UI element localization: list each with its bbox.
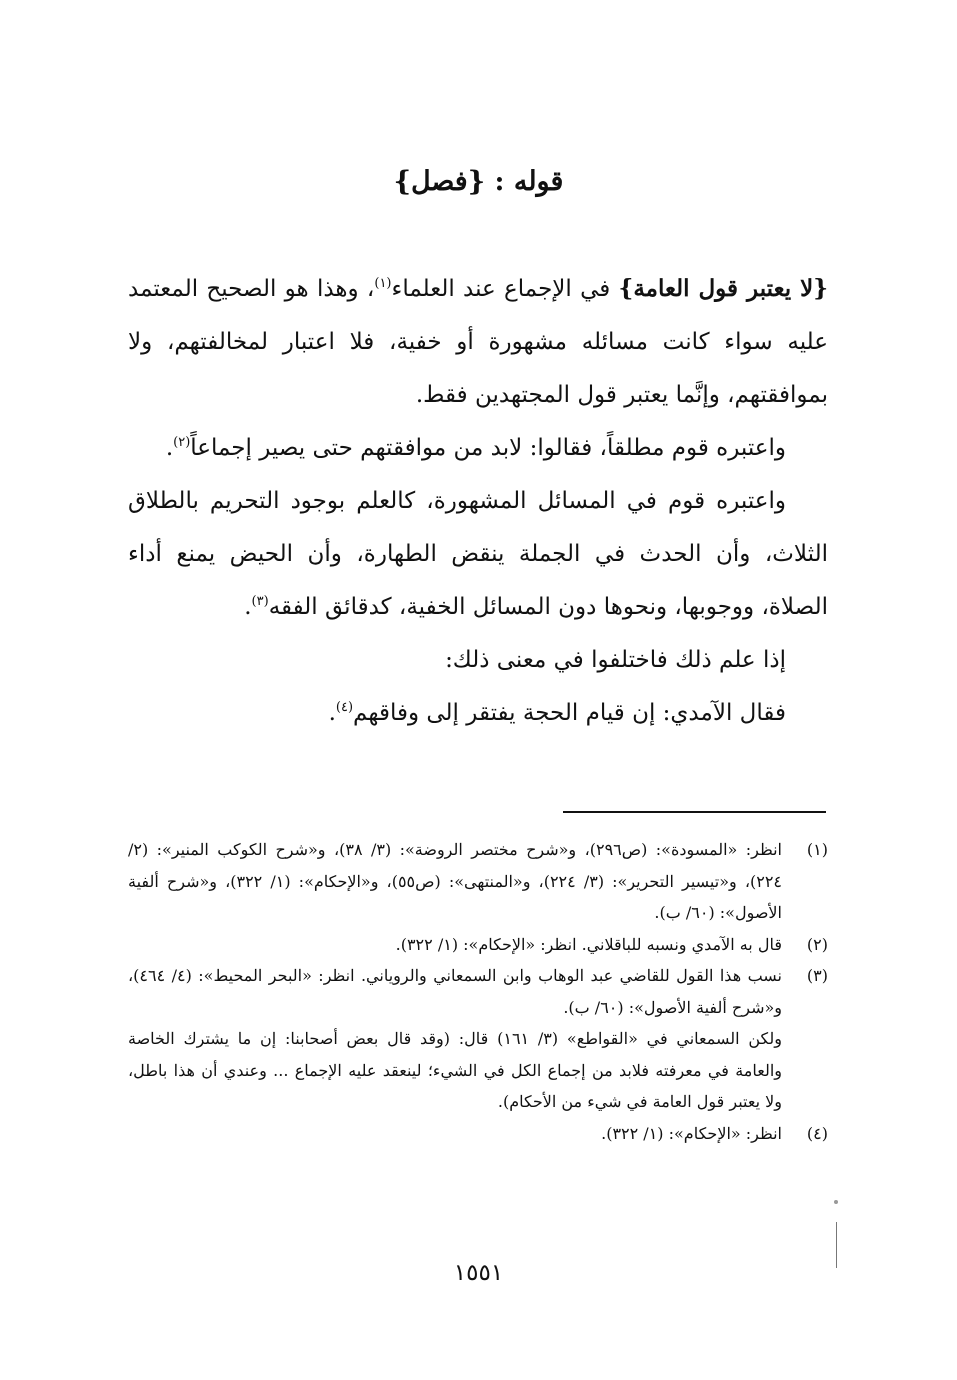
footnote-4 [128, 1118, 828, 1150]
footnote-3-number: (٣) [806, 966, 828, 985]
paragraph-1-text-b: ، وهذا هو الصحيح المعتمد عليه سواء كانت مسائله مشهورة أو خفية، فلا اعتبار لمخالفتهم، ولا بموافقتهم، وإنَّما يعتبر قول المجتهدين فقط. [128, 276, 828, 408]
paragraph-2-text-a: واعتبره قوم مطلقاً، فقالوا: لابد من موافقتهم حتى يصير إجماعاً [190, 435, 786, 461]
paragraph-5 [128, 687, 828, 740]
footnote-1-text: انظر: «المسودة»: (ص٢٩٦)، و«شرح مختصر الروضة»: (٣/ ٣٨)، و«شرح الكوكب المنير»: (٢/ ٢٢٤)، و«تيسير التحرير»: (٣/ ٢٢٤)، و«المنتهى»: (ص٥٥)، و«الإحكام»: (١/ ٣٢٢)، و«شرح ألفية الأصول»: (٦٠/ ب). [128, 840, 783, 922]
paragraph-1-text-a: في الإجماع عند العلماء [391, 276, 619, 302]
footnote-separator [563, 811, 826, 813]
heading-title: {فصل} [393, 166, 486, 197]
footnote-2 [128, 929, 828, 961]
footnote-4-text: انظر: «الإحكام»: (١/ ٣٢٢). [601, 1123, 782, 1143]
paragraph-5-text-b: . [328, 700, 336, 726]
paragraph-2-text-b: . [165, 435, 174, 461]
main-text [128, 262, 828, 740]
footnote-ref-3: (٣) [251, 594, 269, 609]
paragraph-3-text-b: . [244, 594, 252, 620]
margin-dot-mark [834, 1200, 838, 1204]
footnote-2-number: (٢) [806, 934, 828, 954]
paragraph-1-bold-phrase: {لا يعتبر قول العامة} [618, 275, 828, 302]
heading-prefix: قوله : [485, 166, 564, 197]
footnote-4-number: (٤) [806, 1123, 828, 1143]
footnote-3-text: نسب هذا القول للقاضي عبد الوهاب وابن السمعاني والروياني. انظر: «البحر المحيط»: (٤/ ٤٦٤)، و«شرح ألفية الأصول»: (٦٠/ ب). [128, 966, 783, 1017]
footnote-2-text: قال به الآمدي ونسبه للباقلاني. انظر: «الإحكام»: (١/ ٣٢٢). [395, 934, 782, 954]
section-heading [0, 166, 957, 197]
footnote-ref-1: (١) [374, 276, 392, 291]
footnote-1-number: (١) [806, 840, 828, 859]
footnotes [128, 834, 828, 1149]
footnote-3 [128, 960, 828, 1023]
footnote-ref-2: (٢) [173, 435, 191, 450]
paragraph-4: إذا علم ذلك فاختلفوا في معنى ذلك: [445, 647, 786, 673]
paragraph-3-text-a: واعتبره قوم في المسائل المشهورة، كالعلم بوجود التحريم بالطلاق الثلاث، وأن الحدث في الجملة ينقض الطهارة، وأن الحيض يمنع أداء الصلاة، ووجوبها، ونحوها دون المسائل الخفية، كدقائق الفقه [128, 488, 828, 620]
paragraph-2 [128, 422, 828, 475]
footnote-ref-4: (٤) [335, 700, 354, 715]
footnote-3-continuation: ولكن السمعاني في «القواطع» (٣/ ١٦١) قال: (وقد قال بعض أصحابنا: إن ما يشترك الخاصة والعامة في معرفته فلابد من إجماع الكل في الشيء؛ لينعقد عليه الإجماع ... وعندي أن هذا باطل، ولا يعتبر قول العامة في شيء من الأحكام). [128, 1029, 782, 1111]
footnote-1 [128, 834, 828, 929]
paragraph-3 [128, 475, 828, 634]
page-number: ١٥٥١ [453, 1260, 504, 1286]
paragraph-1 [128, 262, 828, 422]
paragraph-5-text-a: فقال الآمدي: إن قيام الحجة يفتقر إلى وفاقهم [353, 700, 786, 726]
